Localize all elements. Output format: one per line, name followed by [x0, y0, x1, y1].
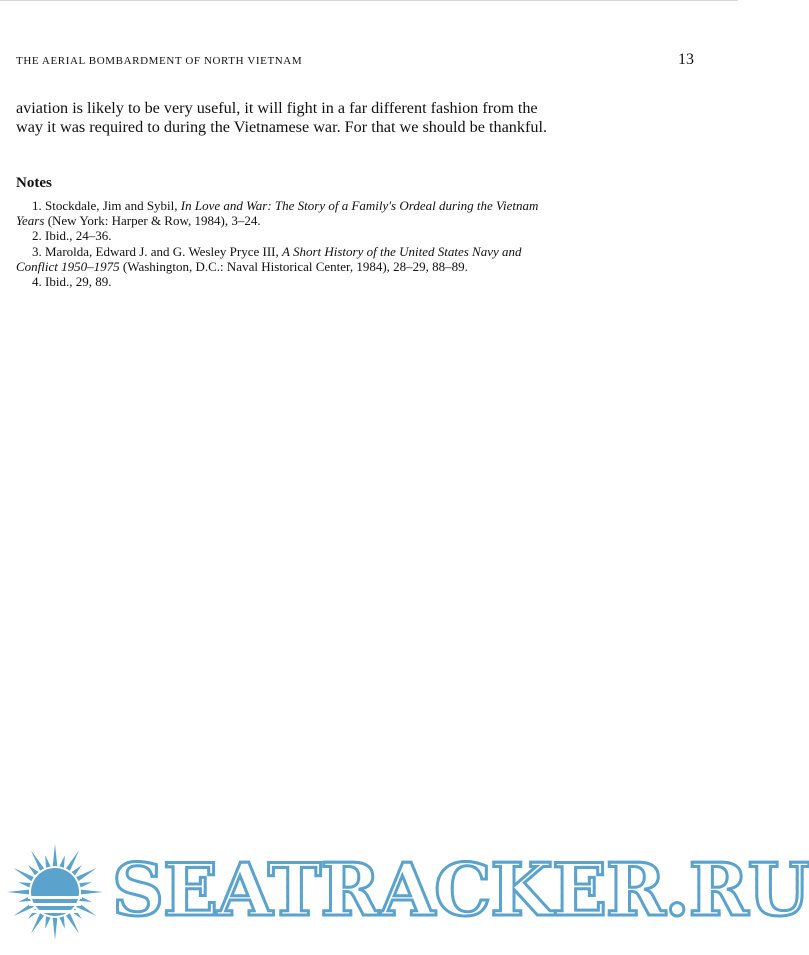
- note-item: [16, 198, 556, 228]
- sun-ray: [66, 913, 79, 933]
- notes-list: [16, 198, 556, 289]
- note-item: [16, 244, 556, 274]
- sun-ray: [76, 868, 96, 881]
- sun-ray: [59, 916, 64, 928]
- note-text: 1. Stockdale, Jim and Sybil,: [32, 198, 181, 213]
- running-head: THE AERIAL BOMBARDMENT OF NORTH VIETNAM: [16, 55, 303, 67]
- note-item: [16, 228, 556, 243]
- note-item: [16, 274, 556, 289]
- sun-ray: [31, 850, 44, 870]
- sun-ray: [53, 844, 58, 866]
- sun-ray: [31, 913, 44, 933]
- sun-ray: [59, 855, 64, 867]
- sun-ray: [13, 868, 33, 881]
- watermark-text: SEATRACKER.RU: [112, 847, 809, 932]
- sun-ray: [7, 890, 29, 895]
- note-text: 3. Marolda, Edward J. and G. Wesley Pryce III,: [32, 243, 282, 259]
- sun-ray: [28, 865, 38, 875]
- page-top-rule: [0, 0, 738, 1]
- note-text: (New York: Harper & Row, 1984), 3–24.: [44, 213, 261, 229]
- note-title: In Love and War: The Story of a Family's Ordeal during the Vietnam Years: [16, 198, 539, 229]
- note-text: (Washington, D.C.: Naval Historical Center, 1984), 28–29, 88–89.: [119, 258, 468, 274]
- body-paragraph: aviation is likely to be very useful, it will fight in a far different fashion from the way it was required to during the Vietnamese war. For that we should be thankful.: [16, 99, 547, 136]
- watermark: [0, 842, 809, 942]
- sun-ray: [79, 882, 91, 887]
- sun-ray: [45, 916, 50, 928]
- sun-ray: [18, 882, 30, 887]
- sun-ray: [72, 865, 82, 875]
- note-text: 4. Ibid., 29, 89.: [32, 274, 112, 290]
- sun-ray: [45, 855, 50, 867]
- note-text: 2. Ibid., 24–36.: [32, 228, 112, 244]
- sun-ray: [53, 918, 58, 940]
- sun-ray: [81, 890, 103, 895]
- note-title: A Short History of the United States Navy and Conflict 1950–1975: [16, 243, 522, 274]
- sun-icon: [0, 842, 110, 942]
- sun-ray: [66, 850, 79, 870]
- page-number: 13: [678, 51, 694, 68]
- notes-heading: Notes: [16, 175, 52, 191]
